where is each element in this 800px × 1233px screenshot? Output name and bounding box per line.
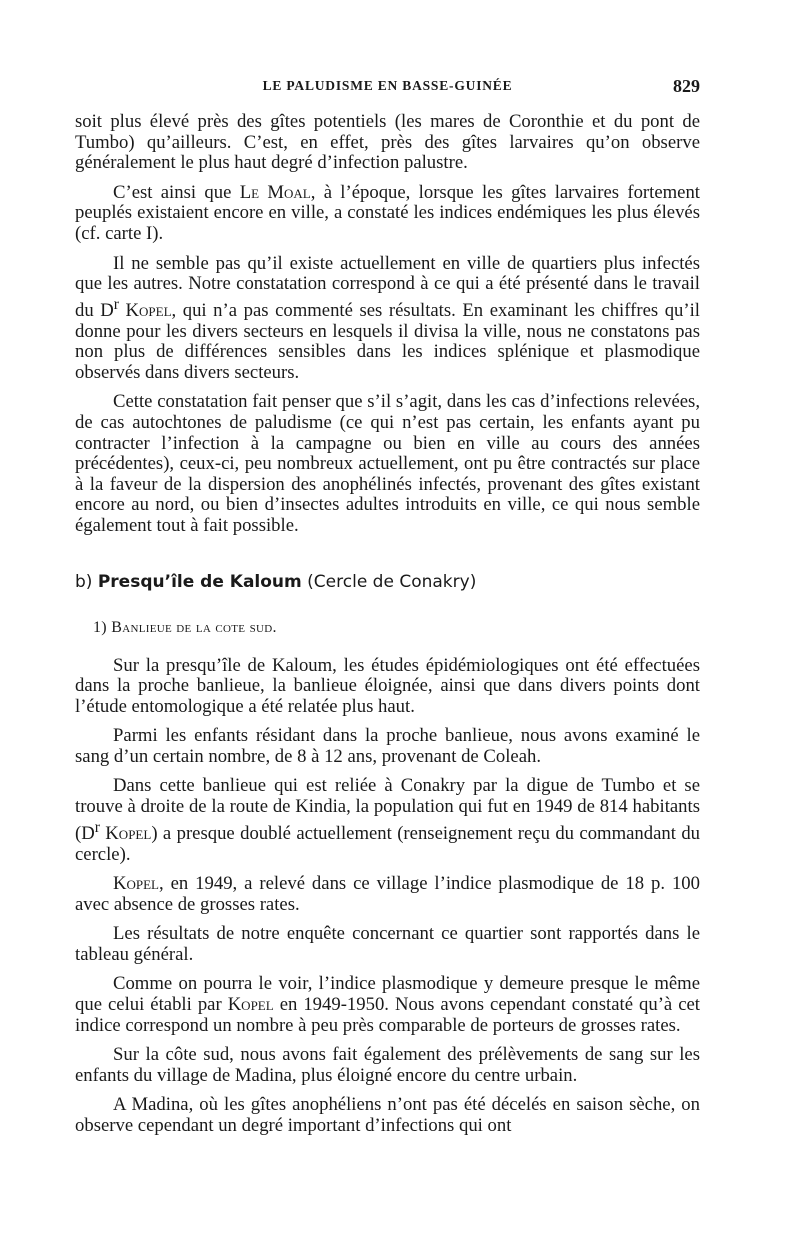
- paragraph-text: Comme on pourra le voir, l’indice plasmodique y demeure presque le même que celui établi par: [75, 973, 700, 1016]
- author-name: Le Moal: [239, 181, 311, 203]
- paragraph-text: ) a presque doublé actuellement (renseignement reçu du commandant du cercle).: [75, 822, 701, 865]
- paragraph-text: en 1949-1950. Nous avons cependant constaté qu’à cet indice correspond un nombre à peu près comparable de porteurs de grosses rates.: [75, 994, 701, 1036]
- paragraph-tumbo: [75, 776, 700, 865]
- paragraph-text: Il ne semble pas qu’il existe actuellement en ville de quartiers plus infectés que les autres. Notre constatation correspond à ce qui a été présenté dans le travail du D: [75, 252, 700, 321]
- paragraph-le-moal: [75, 183, 700, 245]
- paragraph-comparison: [75, 974, 700, 1036]
- paragraph-kopel-work: [75, 254, 700, 384]
- subsection-number: 1): [93, 618, 107, 636]
- running-title: LE PALUDISME EN BASSE-GUINÉE: [262, 78, 513, 93]
- page-body: [75, 112, 700, 1137]
- paragraph-constatation: Cette constatation fait penser que s’il s’agit, dans les cas d’infections relevées, de cas autochtones de paludisme (ce qui n’est pas certain, les enfants ayant pu contracter l’infection à la campagne ou bien en ville au cours des années précédentes), ceux-ci, peu nombreux actuellement, ont pu être contractés sur place à la faveur de la dispersion des anophélinés infectés, provenant des gîtes existant encore au nord, ou bien d’insectes adultes introduits en ville, ce qui nous semble également tout à fait possible.: [75, 391, 700, 536]
- paragraph-madina-sampling: Sur la côte sud, nous avons fait également des prélèvements de sang sur les enfants du village de Madina, plus éloigné encore du centre urbain.: [75, 1044, 700, 1086]
- paragraph-madina-infections: A Madina, où les gîtes anophéliens n’ont pas été décelés en saison sèche, on observe cependant un degré important d’infections qui ont: [75, 1094, 700, 1137]
- paragraph-text: , en 1949, a relevé dans ce village l’indice plasmodique de 18 p. 100 avec absence de grosses rates.: [75, 873, 700, 915]
- section-title: Presqu’île de Kaloum: [97, 571, 302, 592]
- superscript: r: [94, 818, 100, 836]
- author-name: Kopel: [113, 873, 159, 895]
- superscript: r: [113, 295, 119, 313]
- paragraph-coleah: Parmi les enfants résidant dans la proche banlieue, nous avons examiné le sang d’un certain nombre, de 8 à 12 ans, provenant de Coleah.: [75, 725, 700, 767]
- page-number: 829: [673, 76, 700, 96]
- author-name: Kopel: [227, 994, 274, 1016]
- section-heading-b: [75, 571, 700, 593]
- author-name: Kopel: [99, 822, 152, 844]
- section-subtitle: (Cercle de Conakry): [307, 571, 477, 592]
- paragraph-text: Dans cette banlieue qui est reliée à Conakry par la digue de Tumbo et se trouve à droite de la route de Kindia, la population qui fut en 1949 de 814 habitants (D: [75, 775, 700, 844]
- running-header: [75, 78, 700, 98]
- subsection-title: Banlieue de la cote sud.: [111, 618, 277, 636]
- author-name: Kopel: [118, 299, 172, 321]
- paragraph-kopel-1949: [75, 874, 700, 915]
- paragraph-text: , à l’époque, lorsque les gîtes larvaires fortement peuplés existaient encore en ville, a constaté les indices endémiques les plus élevés (cf. carte I).: [75, 181, 700, 244]
- paragraph-text: , qui n’a pas commenté ses résultats. En examinant les chiffres qu’il donne pour les divers secteurs en lesquels il divisa la ville, nous ne constatons pas non plus de différences sensibles dans les indices splénique et plasmodique observés dans divers secteurs.: [75, 299, 700, 383]
- section-letter: b): [75, 571, 93, 592]
- paragraph-results: Les résultats de notre enquête concernant ce quartier sont rapportés dans le tableau général.: [75, 923, 700, 965]
- subsection-heading-1: [93, 618, 700, 638]
- paragraph-continued: soit plus élevé près des gîtes potentiels (les mares de Coronthie et du pont de Tumbo) qu’ailleurs. C’est, en effet, près des gîtes larvaires qu’on observe généralement le plus haut degré d’infection palustre.: [75, 111, 700, 174]
- paragraph-text: C’est ainsi que: [113, 181, 240, 203]
- paragraph-kaloum-studies: Sur la presqu’île de Kaloum, les études épidémiologiques ont été effectuées dans la proche banlieue, la banlieue éloignée, ainsi que dans divers points dont l’étude entomologique a été relatée plus haut.: [75, 654, 700, 717]
